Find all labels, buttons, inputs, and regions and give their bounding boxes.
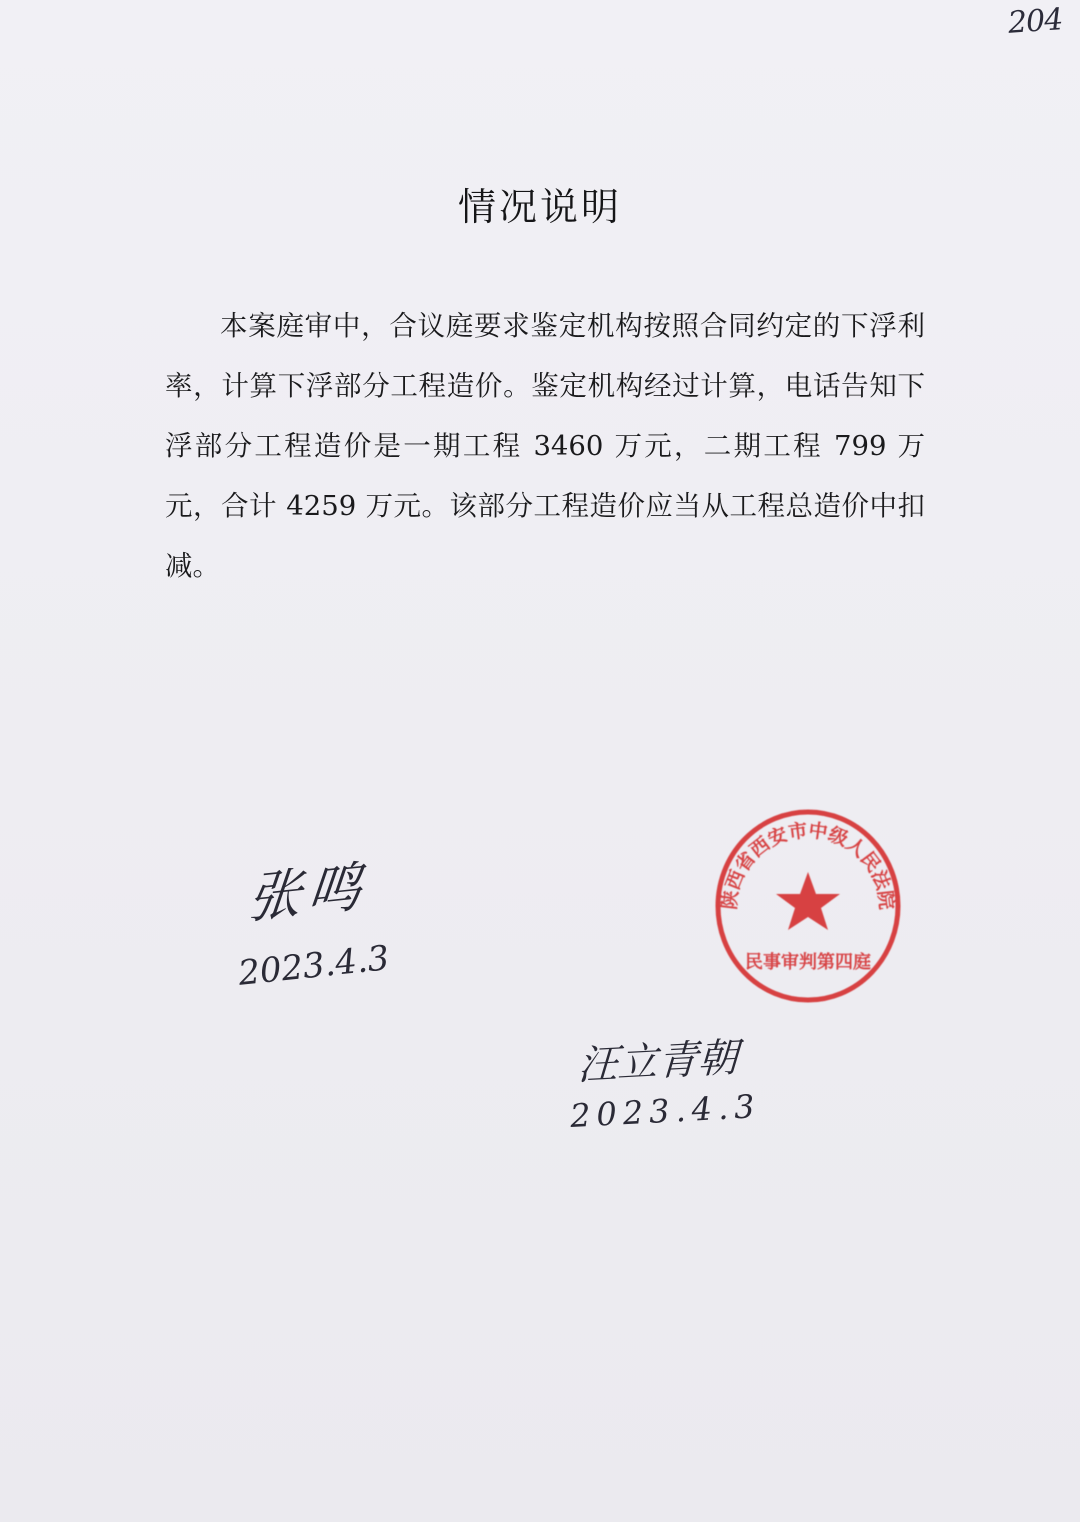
seal-star-icon <box>776 872 840 930</box>
page-number: 204 <box>1006 2 1064 41</box>
signature-right-name: 汪立青朝 <box>576 1034 739 1090</box>
signature-right-date: 2023.4.3 <box>569 1087 762 1135</box>
seal-inner-text: 民事审判第四庭 <box>745 952 871 973</box>
court-seal <box>713 808 903 1004</box>
document-body: 本案庭审中，合议庭要求鉴定机构按照合同约定的下浮利率，计算下浮部分工程造价。鉴定机构经过计算，电话告知下浮部分工程造价是一期工程 3460 万元，二期工程 799 万元，合计 4259 万元。该部分工程造价应当从工程总造价中扣减。 <box>165 310 925 582</box>
document-title: 情况说明 <box>457 185 622 229</box>
signature-left-name: 张鸣 <box>244 854 371 931</box>
seal-outer-text: 陕西省西安市中级人民法院 <box>718 819 898 911</box>
signature-left-date: 2023.4.3 <box>236 938 392 994</box>
